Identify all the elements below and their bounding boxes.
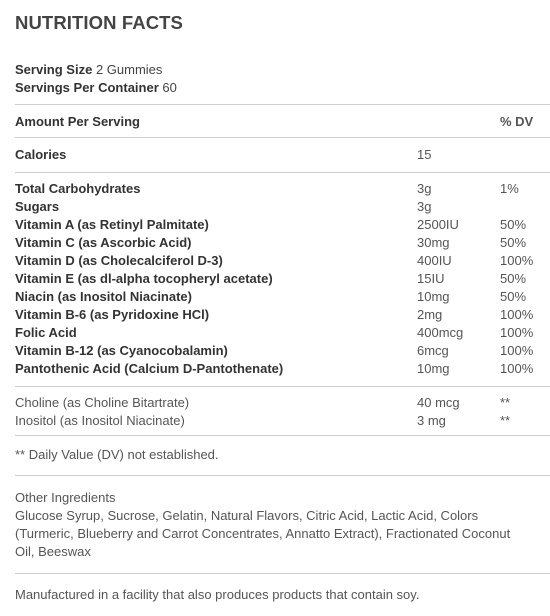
nutrient-amount: 10mg <box>417 361 450 376</box>
calories-row <box>15 146 550 164</box>
nutrient-name: Vitamin D (as Cholecalciferol D-3) <box>15 253 223 268</box>
servings-per-container-value: 60 <box>162 80 177 95</box>
table-row <box>15 342 550 360</box>
divider <box>15 435 550 436</box>
nutrient-dv: 1% <box>500 181 519 196</box>
table-row <box>15 252 550 270</box>
nutrient-name: Folic Acid <box>15 325 77 340</box>
nutrient-dv: ** <box>500 413 511 428</box>
nutrient-name: Vitamin E (as dl-alpha tocopheryl acetate) <box>15 271 273 286</box>
nutrient-dv: 50% <box>500 217 527 232</box>
nutrient-dv: 100% <box>500 253 534 268</box>
calories-value: 15 <box>417 147 432 162</box>
nutrient-name: Total Carbohydrates <box>15 181 141 196</box>
nutrient-name: Choline (as Choline Bitartrate) <box>15 395 190 410</box>
table-header <box>15 113 550 131</box>
nutrient-amount: 10mg <box>417 289 450 304</box>
ingredients-text: Glucose Syrup, Sucrose, Gelatin, Natural Flavors, Citric Acid, Lactic Acid, Colors (Turmeric, Blueberry and Carrot Concentrates, Annatto Extract), Fractionated Coconut Oil, Beeswax <box>15 508 511 559</box>
nutrient-amount: 30mg <box>417 235 450 250</box>
table-row <box>15 270 550 288</box>
amount-per-serving-label: Amount Per Serving <box>15 114 140 129</box>
nutrient-amount: 15IU <box>417 271 445 286</box>
nutrient-name: Sugars <box>15 199 60 214</box>
table-row <box>15 306 550 324</box>
nutrient-amount: 40 mcg <box>417 395 460 410</box>
nutrient-amount: 2500IU <box>417 217 459 232</box>
calories-label: Calories <box>15 147 67 162</box>
nutrient-dv: 50% <box>500 289 527 304</box>
nutrient-amount: 3g <box>417 181 432 196</box>
nutrient-amount: 3g <box>417 199 432 214</box>
serving-size-value: 2 Gummies <box>95 62 163 77</box>
serving-size <box>15 62 162 77</box>
servings-per-container <box>15 80 177 95</box>
divider <box>15 104 550 105</box>
divider <box>15 573 550 574</box>
nutrient-name: Vitamin C (as Ascorbic Acid) <box>15 235 192 250</box>
table-row <box>15 234 550 252</box>
dv-note: ** Daily Value (DV) not established. <box>15 447 219 462</box>
nutrient-dv: 100% <box>500 361 534 376</box>
serving-size-label: Serving Size <box>15 62 93 77</box>
nutrient-name: Vitamin B-12 (as Cyanocobalamin) <box>15 343 228 358</box>
page-title: NUTRITION FACTS <box>15 12 183 33</box>
divider <box>15 475 550 476</box>
ingredients-heading: Other Ingredients <box>15 490 116 505</box>
allergen-note: Manufactured in a facility that also produces products that contain soy. <box>15 587 420 602</box>
divider <box>15 386 550 387</box>
nutrient-dv: ** <box>500 395 511 410</box>
servings-per-container-label: Servings Per Container <box>15 80 159 95</box>
nutrient-name: Pantothenic Acid (Calcium D-Pantothenate) <box>15 361 284 376</box>
table-row <box>15 412 550 430</box>
table-row <box>15 198 550 216</box>
nutrient-amount: 6mcg <box>417 343 449 358</box>
table-row <box>15 216 550 234</box>
nutrient-dv: 100% <box>500 343 534 358</box>
nutrient-name: Vitamin B-6 (as Pyridoxine HCl) <box>15 307 210 322</box>
nutrient-amount: 400IU <box>417 253 452 268</box>
nutrient-dv: 50% <box>500 271 527 286</box>
table-row <box>15 288 550 306</box>
nutrient-dv: 100% <box>500 325 534 340</box>
nutrient-name: Niacin (as Inositol Niacinate) <box>15 289 192 304</box>
nutrient-name: Vitamin A (as Retinyl Palmitate) <box>15 217 209 232</box>
divider <box>15 172 550 173</box>
table-row <box>15 180 550 198</box>
table-row <box>15 394 550 412</box>
dv-header-label: % DV <box>500 114 534 129</box>
nutrient-amount: 3 mg <box>417 413 446 428</box>
table-row <box>15 360 550 378</box>
divider <box>15 137 550 138</box>
nutrient-amount: 2mg <box>417 307 443 322</box>
nutrient-amount: 400mcg <box>417 325 464 340</box>
nutrient-dv: 50% <box>500 235 527 250</box>
nutrient-dv: 100% <box>500 307 534 322</box>
nutrient-name: Inositol (as Inositol Niacinate) <box>15 413 185 428</box>
table-row <box>15 324 550 342</box>
